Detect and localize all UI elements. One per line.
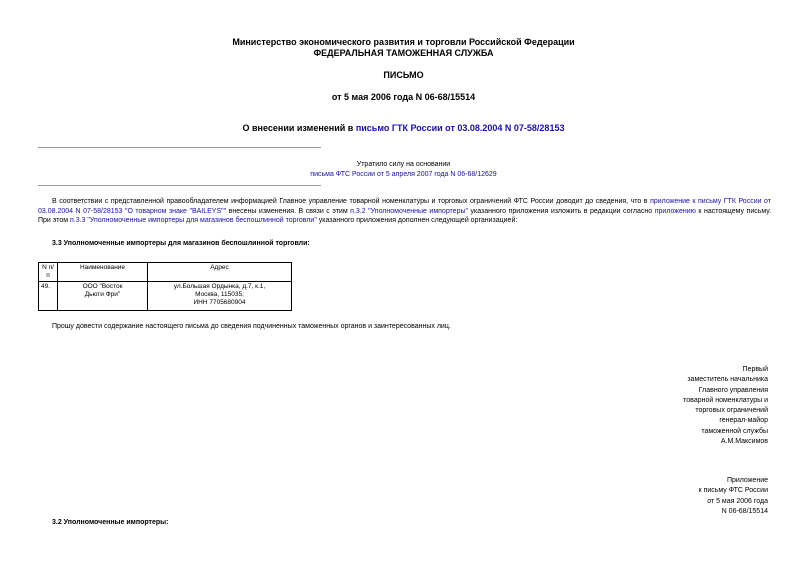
signature-line: Главного управления — [698, 386, 768, 394]
divider-top — [38, 147, 321, 148]
header-name: Наименование — [58, 263, 148, 282]
address-line: ул.Большая Ордынка, д.7, к.1, — [173, 283, 266, 290]
subject-prefix: О внесении изменений в — [242, 123, 356, 133]
header-num: N п/п — [39, 263, 58, 282]
link-appendix-gtk[interactable]: приложение к письму ГТК России от 03.08.2004 N 07-58/28153 "О товарном знаке "BAILEYS"" — [38, 198, 771, 215]
cell-name — [58, 282, 148, 311]
appendix-line: к письму ФТС России — [698, 487, 768, 495]
link-appendix[interactable]: приложению — [654, 207, 696, 215]
body-text: к настоящему письму. При этом — [38, 207, 772, 224]
signature-line: товарной номенклатуры и — [683, 396, 768, 404]
subject-line — [0, 123, 807, 134]
name-line: ООО "Восток — [82, 283, 123, 290]
signature-line: таможенной службы — [701, 427, 768, 435]
ministry-title: Министерство экономического развития и торговли Российской Федерации — [232, 37, 575, 47]
signature-block — [560, 365, 768, 447]
appendix-line: Приложение — [726, 477, 768, 484]
signer-name: А.М.Максимов — [720, 438, 768, 446]
cell-num: 49. — [39, 282, 58, 311]
address-line: ИНН 7705680904 — [193, 299, 246, 306]
repeal-note-line — [0, 170, 807, 180]
section-3-2-title: 3.2 Уполномоченные импортеры: — [52, 519, 169, 526]
subject-link[interactable]: письмо ГТК России от 03.08.2004 N 07-58/28153 — [355, 123, 565, 133]
doc-type: ПИСЬМО — [383, 70, 424, 80]
address-line: Москва, 115035; — [195, 291, 244, 298]
signature-line: Первый — [742, 366, 768, 373]
section-3-3-title: 3.3 Уполномоченные импортеры для магазинов беспошлинной торговли: — [52, 240, 310, 247]
signature-line: торговых ограничений — [695, 407, 768, 415]
body-paragraph — [38, 197, 771, 226]
closing-paragraph: Прошу довести содержание настоящего письма до сведения подчиненных таможенных органов и заинтересованных лиц. — [52, 323, 451, 330]
body-text: указанного приложения дополнен следующей организацией: — [316, 217, 518, 224]
table-row — [39, 282, 292, 311]
table-header-row — [39, 263, 292, 282]
body-text: внесены изменения. В связи с этим — [226, 207, 351, 215]
link-item-3-3[interactable]: п.3.3 "Уполномоченные импортеры для магазинов беспошлинной торговли" — [69, 217, 317, 224]
repeal-note-link[interactable]: письма ФТС России от 5 апреля 2007 года N 06-68/12629 — [310, 171, 497, 178]
header-address: Адрес — [148, 263, 292, 282]
signature-line: заместитель начальника — [687, 376, 768, 384]
importers-table — [38, 262, 292, 311]
service-title: ФЕДЕРАЛЬНАЯ ТАМОЖЕННАЯ СЛУЖБА — [313, 48, 494, 58]
appendix-line: от 5 мая 2006 года — [707, 497, 768, 505]
cell-address — [148, 282, 292, 311]
body-text: указанного приложения изложить в редакции согласно — [468, 207, 655, 215]
appendix-block — [560, 476, 768, 517]
link-item-3-2[interactable]: п.3.2 "Уполномоченные импортеры" — [350, 207, 468, 215]
body-text: В соответствии с представленной правообладателем информацией Главное управление товарной номенклатуры и торговых ограничений ФТС России доводит до сведения, что в — [52, 198, 651, 205]
divider-bottom — [38, 185, 321, 186]
doc-date-number: от 5 мая 2006 года N 06-68/15514 — [331, 92, 476, 102]
repeal-note-text: Утратило силу на основании — [356, 161, 451, 168]
appendix-line: N 06-68/15514 — [721, 507, 768, 515]
signature-line: генерал-майор — [719, 417, 768, 425]
name-line: Дьюти Фри" — [84, 291, 121, 298]
